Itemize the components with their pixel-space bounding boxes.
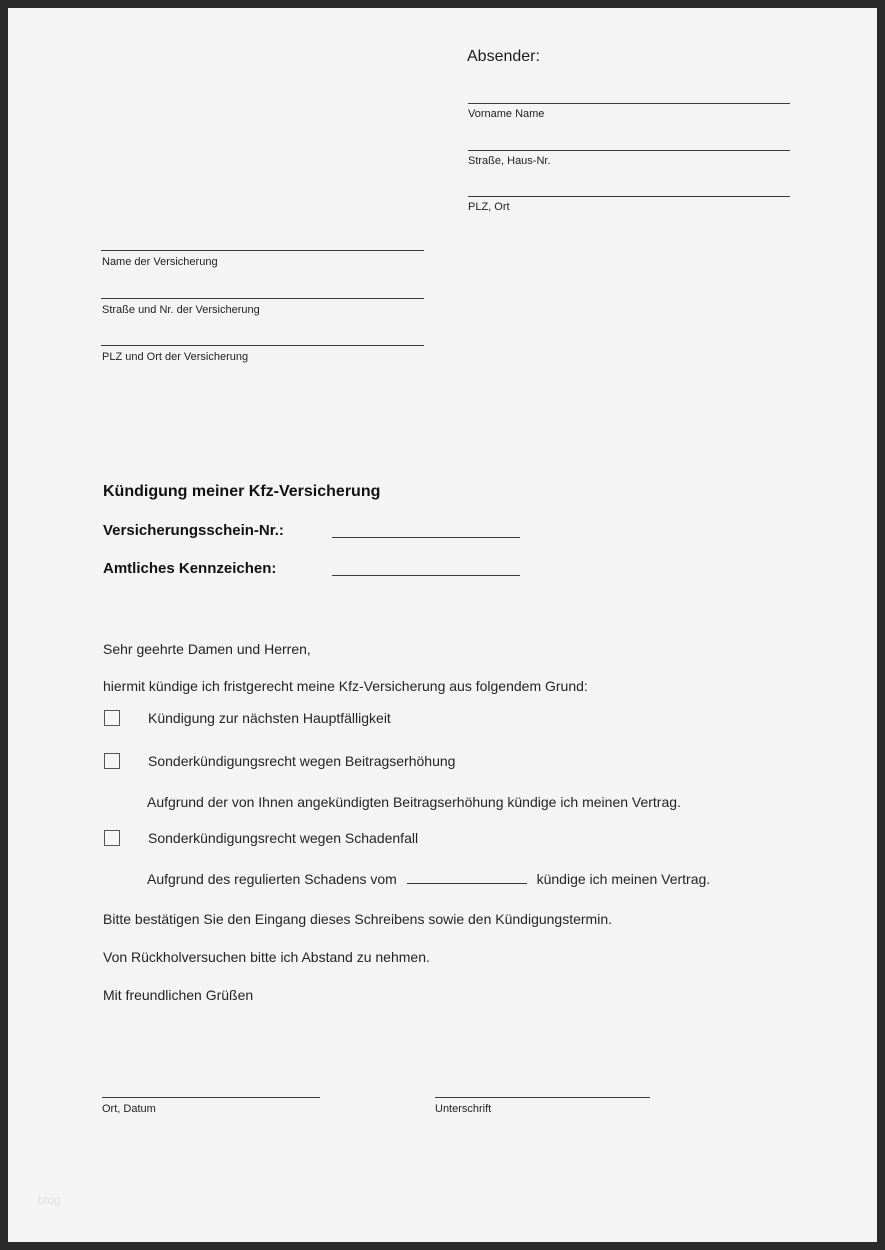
claim-date-input-line[interactable] — [407, 871, 527, 884]
place-date-signature-line[interactable] — [102, 1097, 320, 1098]
sender-city-input-line[interactable] — [468, 196, 790, 197]
watermark-text: blog — [38, 1193, 61, 1207]
recipient-city-input-line[interactable] — [101, 345, 424, 346]
option-row — [104, 710, 391, 726]
recipient-name-input-line[interactable] — [101, 250, 424, 251]
option-row — [104, 830, 418, 846]
sender-name-input-line[interactable] — [468, 103, 790, 104]
place-date-label: Ort, Datum — [102, 1103, 156, 1115]
option-label-premium-increase: Sonderkündigungsrecht wegen Beitragserhöhung — [148, 753, 456, 769]
option-note-premium-increase: Aufgrund der von Ihnen angekündigten Beitragserhöhung kündige ich meinen Vertrag. — [147, 794, 681, 810]
recipient-street-label: Straße und Nr. der Versicherung — [102, 304, 260, 316]
signature-line[interactable] — [435, 1097, 650, 1098]
confirmation-line: Bitte bestätigen Sie den Eingang dieses Schreibens sowie den Kündigungstermin. — [103, 911, 612, 927]
claim-note-after: kündige ich meinen Vertrag. — [536, 871, 711, 887]
salutation: Sehr geehrte Damen und Herren, — [103, 641, 311, 657]
option-row — [104, 753, 455, 769]
license-plate-label: Amtliches Kennzeichen: — [103, 560, 277, 577]
sender-street-input-line[interactable] — [468, 150, 790, 151]
option-label-next-due-date: Kündigung zur nächsten Hauptfälligkeit — [148, 710, 391, 726]
signature-label: Unterschrift — [435, 1103, 492, 1115]
no-retention-line: Von Rückholversuchen bitte ich Abstand zu nehmen. — [103, 949, 430, 965]
recipient-name-label: Name der Versicherung — [102, 256, 218, 268]
claim-note-before: Aufgrund des regulierten Schadens vom — [147, 871, 397, 887]
subject-title: Kündigung meiner Kfz-Versicherung — [103, 483, 381, 500]
checkbox-next-due-date[interactable] — [104, 710, 120, 726]
option-note-claim-event — [147, 870, 710, 888]
checkbox-premium-increase[interactable] — [104, 753, 120, 769]
recipient-street-input-line[interactable] — [101, 298, 424, 299]
sender-heading: Absender: — [467, 48, 540, 65]
license-plate-input-line[interactable] — [332, 575, 520, 576]
sender-street-label: Straße, Haus-Nr. — [468, 155, 551, 167]
closing-line: Mit freundlichen Grüßen — [103, 987, 254, 1003]
intro-line: hiermit kündige ich fristgerecht meine Kfz-Versicherung aus folgendem Grund: — [103, 678, 588, 694]
sender-name-label: Vorname Name — [468, 108, 545, 120]
option-label-claim-event: Sonderkündigungsrecht wegen Schadenfall — [148, 830, 419, 846]
checkbox-claim-event[interactable] — [104, 830, 120, 846]
policy-number-input-line[interactable] — [332, 537, 520, 538]
policy-number-label: Versicherungsschein-Nr.: — [103, 522, 284, 539]
recipient-city-label: PLZ und Ort der Versicherung — [102, 351, 249, 363]
sender-city-label: PLZ, Ort — [468, 201, 510, 213]
